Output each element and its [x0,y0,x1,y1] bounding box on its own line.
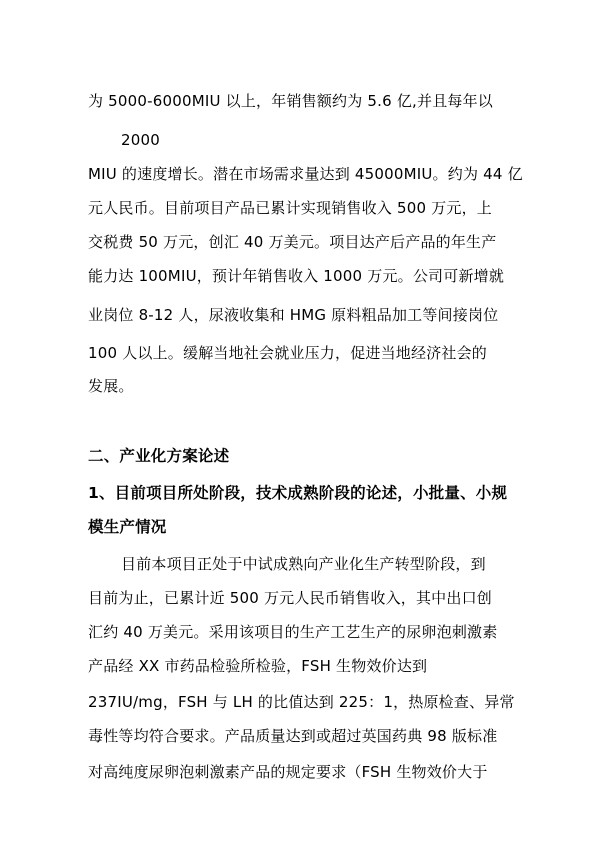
paragraph-line: 产品经 XX 市药品检验所检验，FSH 生物效价达到 [88,657,428,675]
paragraph-line: 交税费 50 万元，创汇 40 万美元。项目达产后产品的年生产 [88,233,497,251]
paragraph-line: 2000 [121,131,160,149]
subheading-line: 1、目前项目所处阶段，技术成熟阶段的论述，小批量、小规 [88,484,508,502]
paragraph-line: 毒性等均符合要求。产品质量达到或超过英国药典 98 版标准 [88,727,498,745]
paragraph-line: 元人民币。目前项目产品已累计实现销售收入 500 万元，上 [88,199,492,217]
paragraph-line: 237IU/mg，FSH 与 LH 的比值达到 225：1，热原检查、异常 [88,693,515,711]
paragraph-line: MIU 的速度增长。潜在市场需求量达到 45000MIU。约为 44 亿 [88,165,523,183]
paragraph-line: 为 5000-6000MIU 以上，年销售额约为 5.6 亿,并且每年以 [88,92,494,110]
paragraph-line: 发展。 [88,377,134,395]
paragraph-line: 能力达 100MIU，预计年销售收入 1000 万元。公司可新增就 [88,267,505,285]
paragraph-line: 汇约 40 万美元。采用该项目的生产工艺生产的尿卵泡刺激素 [88,623,498,641]
paragraph-line: 目前为止，已累计近 500 万元人民币销售收入，其中出口创 [88,589,492,607]
section-heading: 二、产业化方案论述 [88,447,230,465]
paragraph-line: 业岗位 8-12 人，尿液收集和 HMG 原料粗品加工等间接岗位 [88,306,499,324]
paragraph-line: 目前本项目正处于中试成熟向产业化生产转型阶段，到 [121,555,486,573]
paragraph-line: 100 人以上。缓解当地社会就业压力，促进当地经济社会的 [88,344,488,362]
paragraph-line: 对高纯度尿卵泡刺激素产品的规定要求（FSH 生物效价大于 [88,763,488,781]
subheading-line: 模生产情况 [88,518,167,536]
